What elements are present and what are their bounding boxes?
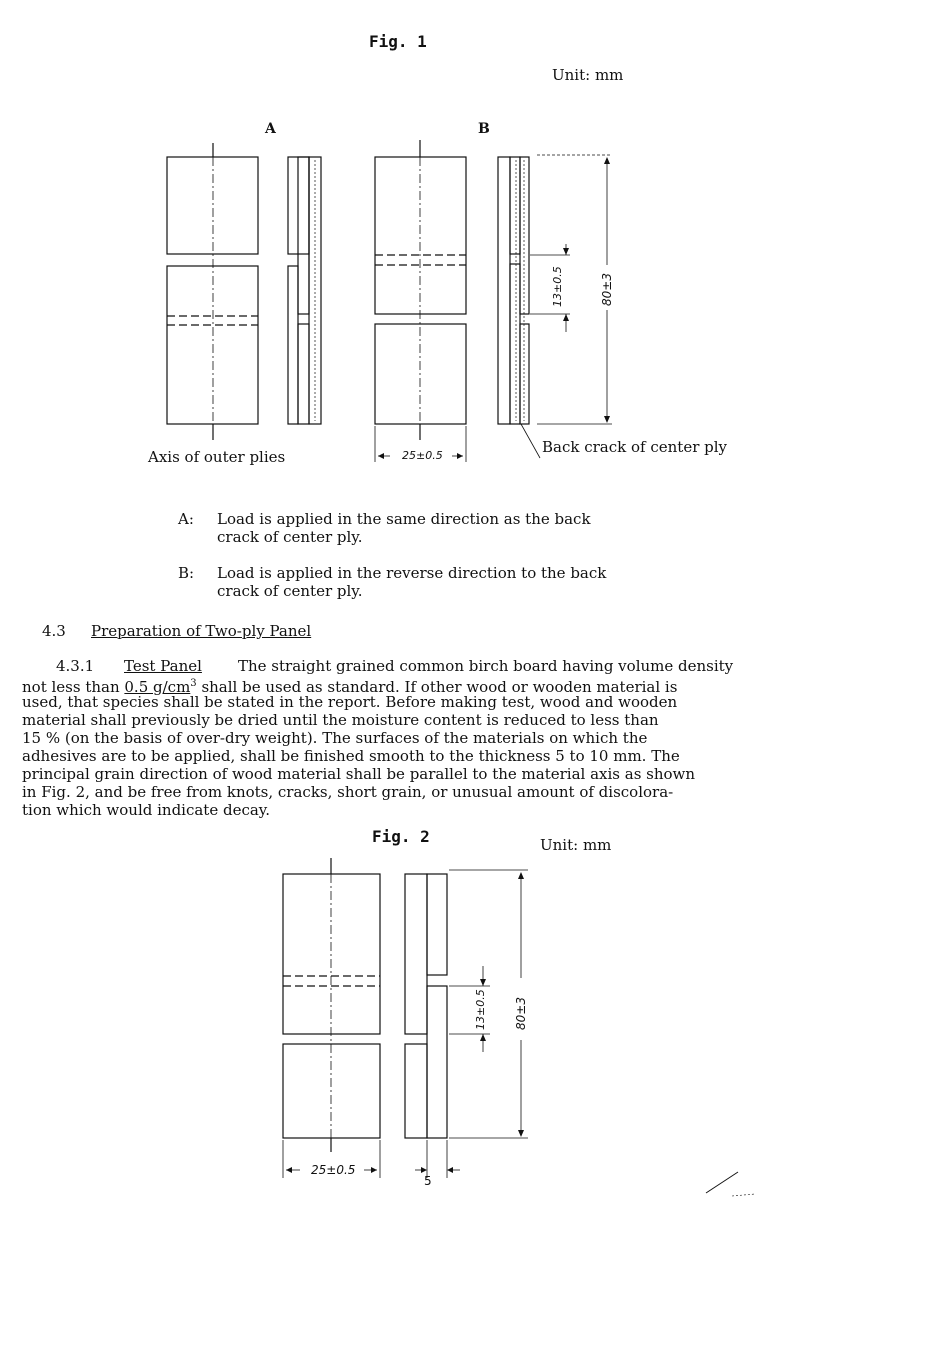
para-line-5: 15 % (on the basis of over-dry weight). The surfaces of the materials on which the [22,729,648,747]
section-title: Preparation of Two-ply Panel [91,622,312,640]
fig2-specimen-front [283,858,380,1178]
para-line-8: in Fig. 2, and be free from knots, cracks, short grain, or unusual amount of discolora- [22,783,674,801]
fig1-length-dim: 80±3 [600,273,614,306]
fig1-label-a: A [265,121,276,137]
fig2-thick-dim: 5 [424,1174,432,1188]
fig1-axis-caption: Axis of outer plies [148,448,286,466]
fig2-length-dim: 80±3 [514,997,528,1030]
para-heading: Test Panel [124,657,202,675]
fig2-specimen-side [405,874,460,1178]
fig1-title: Fig. 1 [369,32,427,51]
fig2-gap-dim: 13±0.5 [474,989,487,1030]
fig1-width-dim: 25±0.5 [402,449,443,462]
fig2-unit: Unit: mm [540,836,612,854]
para-line-4: material shall previously be dried until the moisture content is reduced to less than [22,711,659,729]
fig1-unit: Unit: mm [552,66,624,84]
note-a-line1: Load is applied in the same direction as the back [217,510,591,528]
para-line-1: The straight grained common birch board having volume density [238,657,734,675]
note-b-line1: Load is applied in the reverse direction to the back [217,564,607,582]
note-a-key: A: [178,510,194,528]
note-b-line2: crack of center ply. [217,582,363,600]
fig1-gap-dim: 13±0.5 [551,266,564,307]
section-number: 4.3 [42,622,66,640]
para-line-9: tion which would indicate decay. [22,801,271,819]
note-a-line2: crack of center ply. [217,528,363,546]
fig2-title: Fig. 2 [372,827,430,846]
para-number: 4.3.1 [56,657,95,675]
fig1-label-b: B [478,121,490,137]
para-line-2: not less than 0.5 $g/cm^3$ shall be used as standard. If other wood or wooden material is [22,678,678,696]
para-line-3: used, that species shall be stated in the report. Before making test, wood and wooden [22,693,678,711]
para-line-7: principal grain direction of wood material shall be parallel to the material axis as shown [22,765,696,783]
para-line-6: adhesives are to be applied, shall be finished smooth to the thickness 5 to 10 mm. The [22,747,680,765]
fig1-crack-caption: Back crack of center ply [542,438,728,456]
fig2-width-dim: 25±0.5 [311,1163,356,1177]
note-b-key: B: [178,564,195,582]
